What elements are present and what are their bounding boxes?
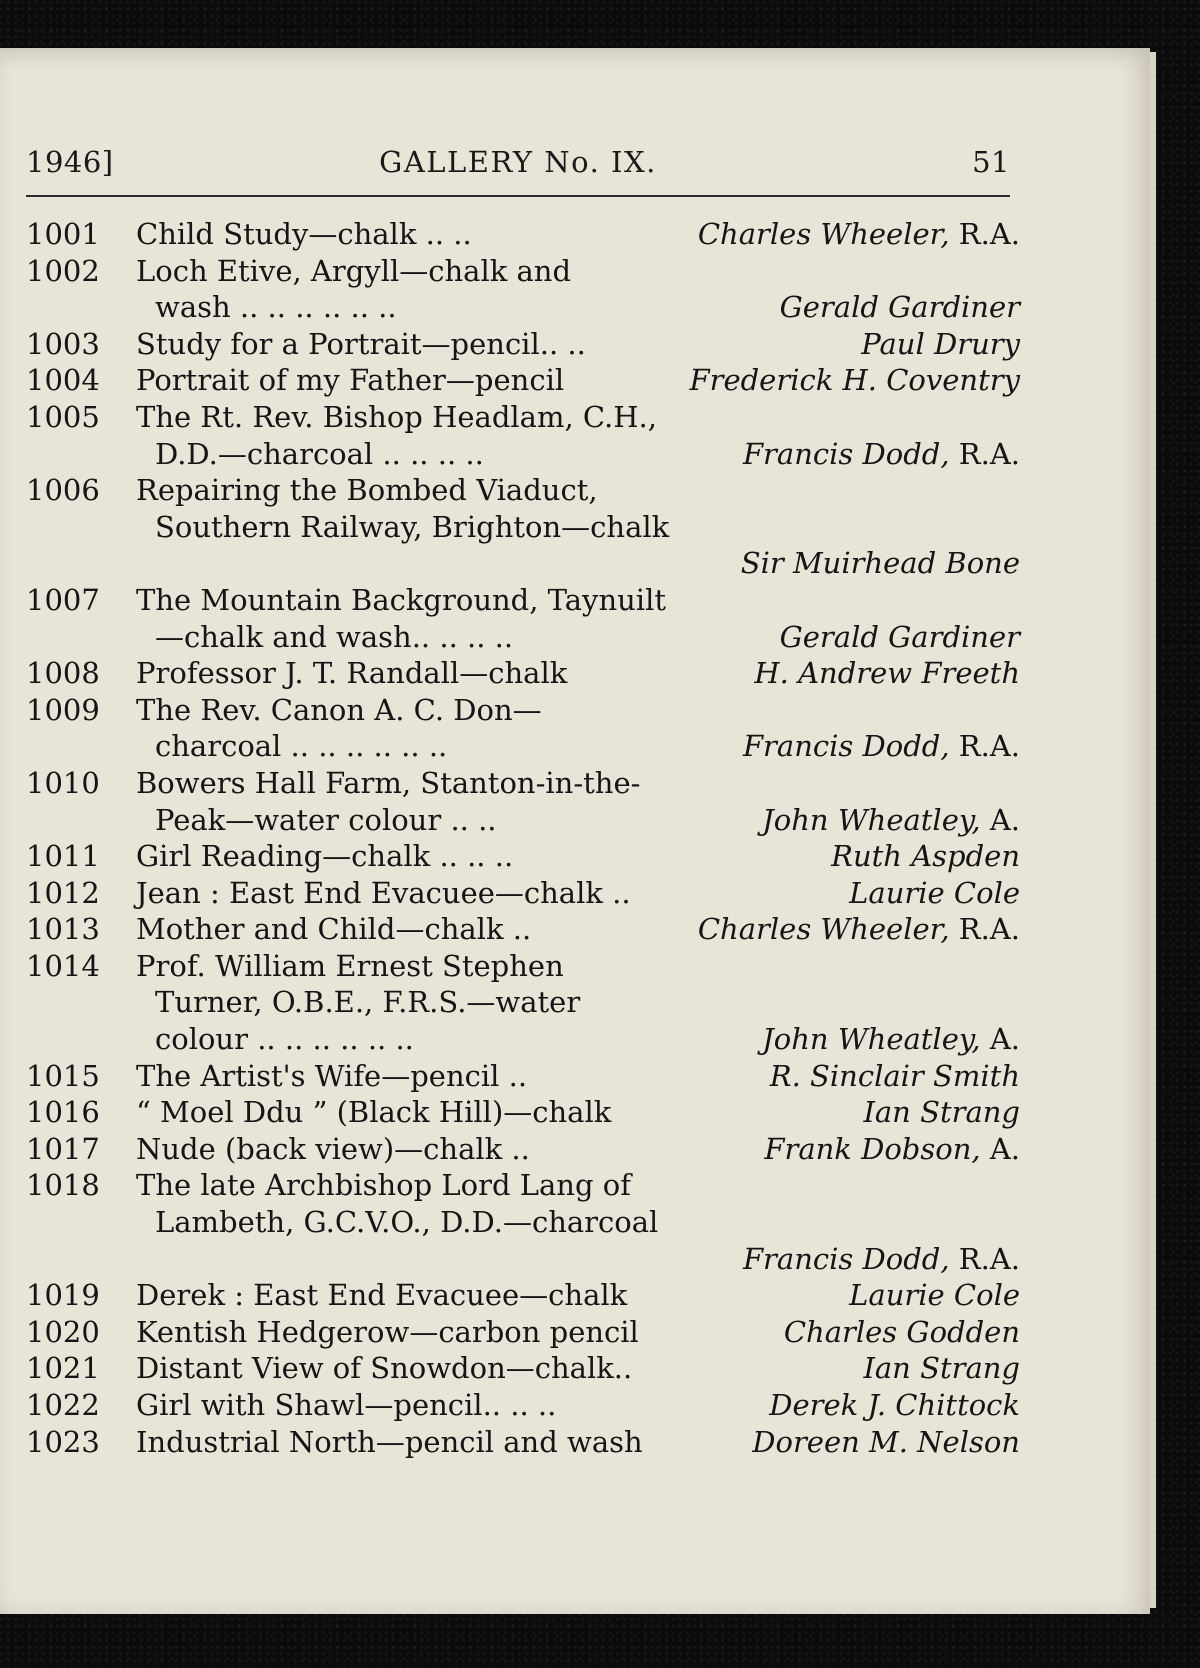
entry-artist: Frank Dobson, A.: [764, 1131, 1020, 1166]
entry-artist: Paul Drury: [861, 326, 1020, 361]
entry-line: [26, 545, 1020, 582]
entry-line: [26, 1350, 1020, 1387]
entry-number: 1022: [26, 1388, 100, 1422]
entry-line: [26, 765, 1020, 802]
entry-number: 1015: [26, 1058, 100, 1093]
catalogue-entry: [26, 362, 1020, 399]
entry-number: 1019: [26, 1278, 100, 1313]
entry-line: [26, 1204, 1020, 1241]
entry-artist: John Wheatley, A.: [762, 802, 1020, 837]
entry-line: [26, 619, 1020, 656]
catalogue-list: [26, 216, 1020, 1460]
entry-number: 1001: [26, 217, 100, 251]
entry-line: [26, 253, 1020, 290]
header-rule: [26, 195, 1010, 197]
entry-line: [26, 948, 1020, 985]
catalogue-entry: [26, 765, 1020, 838]
catalogue-entry: [26, 875, 1020, 912]
entry-title: Kentish Hedgerow—carbon pencil: [136, 1314, 639, 1349]
catalogue-entry: [26, 1424, 1020, 1461]
catalogue-entry: [26, 1314, 1020, 1351]
entry-title: Prof. William Ernest Stephen: [136, 948, 564, 983]
entry-number: 1023: [26, 1424, 100, 1459]
entry-number: 1005: [26, 399, 100, 434]
entry-line: [26, 436, 1020, 473]
entry-number: 1004: [26, 363, 100, 398]
entry-title: charcoal .. .. .. .. .. ..: [155, 729, 448, 764]
catalogue-entry: [26, 692, 1020, 765]
entry-title: wash .. .. .. .. .. ..: [155, 290, 397, 325]
catalogue-entry: [26, 911, 1020, 948]
catalogue-entry: [26, 326, 1020, 363]
entry-line: [26, 1277, 1020, 1314]
entry-artist: John Wheatley, A.: [762, 1022, 1020, 1057]
entry-number: 1009: [26, 692, 100, 727]
entry-title: Portrait of my Father—pencil: [136, 363, 565, 398]
entry-title: Child Study—chalk .. ..: [136, 217, 472, 251]
entry-line: [26, 692, 1020, 729]
entry-number: 1021: [26, 1351, 100, 1386]
entry-artist: Gerald Gardiner: [779, 619, 1020, 654]
entry-number: 1007: [26, 582, 100, 617]
artist-distinction: R.A.: [949, 217, 1020, 251]
entry-number: 1008: [26, 656, 100, 691]
entry-artist: Laurie Cole: [849, 875, 1020, 910]
entry-number: 1002: [26, 253, 100, 288]
entry-line: [26, 472, 1020, 509]
entry-artist: Ian Strang: [863, 1351, 1020, 1386]
page-edge: [1150, 52, 1156, 1608]
catalogue-entry: [26, 838, 1020, 875]
artist-distinction: A.: [980, 1131, 1020, 1166]
entry-title: Industrial North—pencil and wash: [136, 1424, 643, 1459]
entry-title: “ Moel Ddu ” (Black Hill)—chalk: [136, 1095, 612, 1130]
entry-number: 1020: [26, 1314, 100, 1349]
header-title: GALLERY No. IX.: [379, 145, 657, 179]
artist-distinction: R.A.: [949, 729, 1020, 764]
page-number: 51: [972, 145, 1010, 179]
catalogue-entry: [26, 1277, 1020, 1314]
entry-artist: Frederick H. Coventry: [689, 363, 1020, 398]
entry-artist: H. Andrew Freeth: [754, 656, 1020, 691]
entry-title: Nude (back view)—chalk ..: [136, 1131, 530, 1166]
entry-line: [26, 802, 1020, 839]
entry-line: [26, 1094, 1020, 1131]
catalogue-entry: [26, 1350, 1020, 1387]
entry-number: 1018: [26, 1168, 100, 1203]
artist-distinction: A.: [980, 802, 1020, 837]
entry-line: [26, 1241, 1020, 1278]
entry-line: [26, 399, 1020, 436]
entry-number: 1003: [26, 326, 100, 361]
entry-title: Professor J. T. Randall—chalk: [136, 656, 568, 691]
entry-title: The Rt. Rev. Bishop Headlam, C.H.,: [136, 399, 657, 434]
entry-title: D.D.—charcoal .. .. .. ..: [155, 436, 484, 471]
entry-line: [26, 509, 1020, 546]
entry-number: 1011: [26, 839, 100, 874]
entry-line: [26, 1131, 1020, 1168]
artist-distinction: R.A.: [949, 1241, 1020, 1276]
entry-artist: Francis Dodd, R.A.: [742, 436, 1020, 471]
entry-line: [26, 362, 1020, 399]
entry-title: The Artist's Wife—pencil ..: [136, 1058, 528, 1093]
catalogue-entry: [26, 216, 1020, 253]
entry-title: Derek : East End Evacuee—chalk: [136, 1278, 628, 1313]
entry-title: Repairing the Bombed Viaduct,: [136, 473, 598, 508]
running-header: [26, 145, 1010, 185]
entry-line: [26, 289, 1020, 326]
entry-line: [26, 1167, 1020, 1204]
entry-artist: Doreen M. Nelson: [752, 1424, 1020, 1459]
catalogue-entry: [26, 1387, 1020, 1424]
entry-title: Study for a Portrait—pencil.. ..: [136, 326, 586, 361]
entry-artist: Francis Dodd, R.A.: [742, 1241, 1020, 1276]
entry-line: [26, 326, 1020, 363]
entry-line: [26, 582, 1020, 619]
entry-number: 1012: [26, 875, 100, 910]
entry-title: Turner, O.B.E., F.R.S.—water: [155, 985, 581, 1020]
entry-title: Lambeth, G.C.V.O., D.D.—charcoal: [155, 1205, 659, 1240]
artist-distinction: R.A.: [949, 436, 1020, 471]
entry-line: [26, 1314, 1020, 1351]
catalogue-entry: [26, 582, 1020, 655]
entry-number: 1013: [26, 912, 100, 947]
entry-title: Loch Etive, Argyll—chalk and: [136, 253, 572, 288]
entry-title: —chalk and wash.. .. .. ..: [155, 619, 514, 654]
catalogue-entry: [26, 1167, 1020, 1277]
entry-artist: Ruth Aspden: [831, 839, 1020, 874]
entry-artist: R. Sinclair Smith: [769, 1058, 1020, 1093]
entry-line: [26, 1058, 1020, 1095]
entry-title: Jean : East End Evacuee—chalk ..: [136, 875, 631, 910]
entry-line: [26, 875, 1020, 912]
entry-title: Girl with Shawl—pencil.. .. ..: [136, 1388, 557, 1422]
entry-title: The Mountain Background, Taynuilt: [136, 582, 667, 617]
entry-title: Bowers Hall Farm, Stanton-in-the-: [136, 765, 641, 800]
entry-line: [26, 911, 1020, 948]
entry-artist: Charles Wheeler, R.A.: [697, 912, 1020, 947]
entry-artist: Ian Strang: [863, 1095, 1020, 1130]
entry-number: 1010: [26, 765, 100, 800]
entry-title: Distant View of Snowdon—chalk..: [136, 1351, 633, 1386]
entry-artist: Gerald Gardiner: [779, 290, 1020, 325]
catalogue-entry: [26, 948, 1020, 1058]
entry-line: [26, 655, 1020, 692]
entry-line: [26, 1021, 1020, 1058]
catalogue-entry: [26, 655, 1020, 692]
entry-title: colour .. .. .. .. .. ..: [155, 1022, 414, 1057]
artist-distinction: A.: [980, 1022, 1020, 1057]
entry-artist: Francis Dodd, R.A.: [742, 729, 1020, 764]
header-year: 1946]: [26, 145, 114, 179]
entry-line: [26, 216, 1020, 253]
entry-title: Peak—water colour .. ..: [155, 802, 497, 837]
entry-line: [26, 1387, 1020, 1424]
entry-artist: Derek J. Chittock: [769, 1388, 1020, 1422]
entry-line: [26, 728, 1020, 765]
entry-number: 1014: [26, 948, 100, 983]
entry-artist: Laurie Cole: [849, 1278, 1020, 1313]
artist-distinction: R.A.: [949, 912, 1020, 947]
entry-title: The Rev. Canon A. C. Don—: [136, 692, 542, 727]
catalogue-entry: [26, 1094, 1020, 1131]
entry-line: [26, 838, 1020, 875]
entry-title: Girl Reading—chalk .. .. ..: [136, 839, 514, 874]
entry-title: Southern Railway, Brighton—chalk: [155, 509, 670, 544]
entry-title: Mother and Child—chalk ..: [136, 912, 532, 947]
catalogue-entry: [26, 1058, 1020, 1095]
entry-artist: Charles Wheeler, R.A.: [697, 217, 1020, 251]
catalogue-entry: [26, 1131, 1020, 1168]
entry-number: 1016: [26, 1095, 100, 1130]
catalogue-entry: [26, 253, 1020, 326]
entry-title: The late Archbishop Lord Lang of: [136, 1168, 631, 1203]
catalogue-entry: [26, 472, 1020, 582]
catalogue-entry: [26, 399, 1020, 472]
entry-artist: Sir Muirhead Bone: [740, 546, 1020, 581]
entry-artist: Charles Godden: [783, 1314, 1020, 1349]
entry-number: 1017: [26, 1131, 100, 1166]
entry-line: [26, 1424, 1020, 1461]
entry-number: 1006: [26, 473, 100, 508]
entry-line: [26, 984, 1020, 1021]
